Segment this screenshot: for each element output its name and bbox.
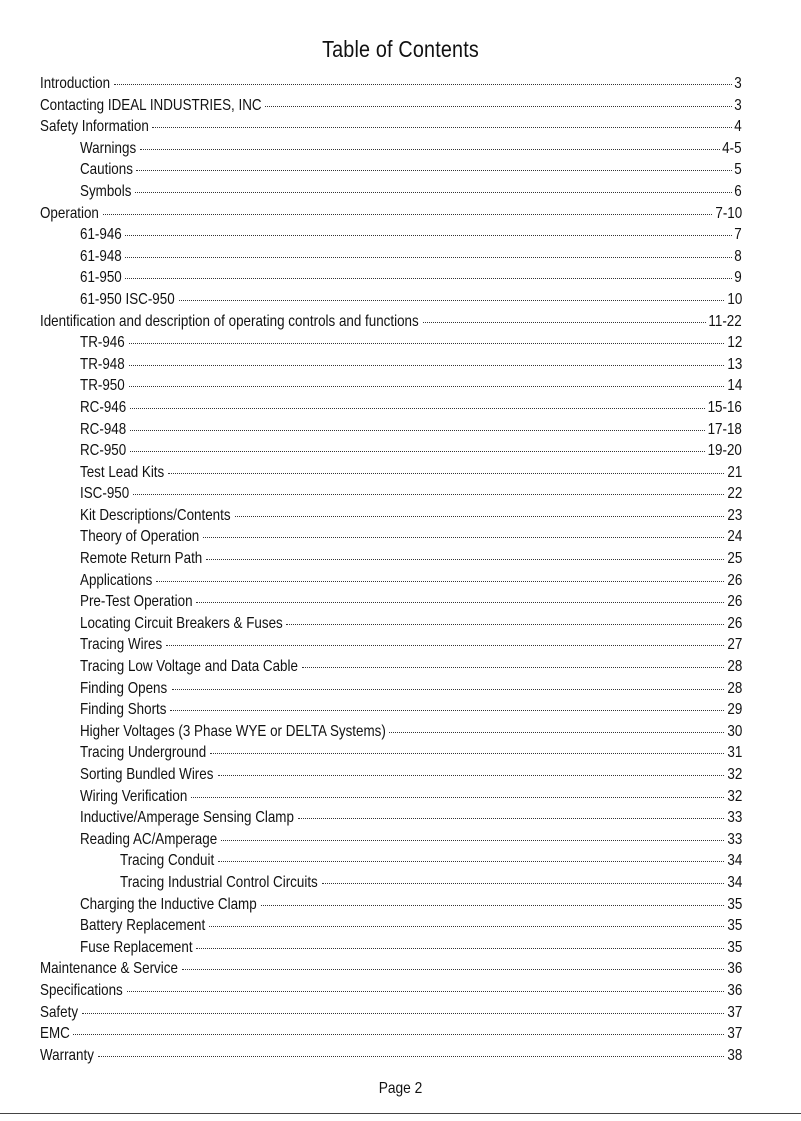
dot-leader (103, 214, 712, 215)
dot-leader (114, 84, 732, 85)
toc-entry-label: 61-948 (80, 247, 122, 265)
toc-entry (40, 680, 742, 702)
toc-entry-label: Warranty (40, 1046, 94, 1064)
toc-entry-page: 3 (734, 96, 742, 114)
toc-entry (40, 291, 742, 313)
toc-entry (40, 248, 742, 270)
dot-leader (221, 840, 724, 841)
dot-leader (125, 235, 732, 236)
toc-entry-page: 17-18 (707, 420, 742, 438)
toc-entry-label: Locating Circuit Breakers & Fuses (80, 614, 283, 632)
toc-entry-page: 21 (727, 463, 742, 481)
toc-entry (40, 1004, 742, 1026)
dot-leader (265, 106, 732, 107)
toc-entry-label: Tracing Low Voltage and Data Cable (80, 658, 298, 676)
dot-leader (179, 300, 724, 301)
toc-entry-page: 10 (727, 290, 742, 308)
toc-entry (40, 658, 742, 680)
toc-entry (40, 852, 742, 874)
toc-entry (40, 809, 742, 831)
toc-entry (40, 636, 742, 658)
toc-entry-label: Cautions (80, 161, 133, 179)
toc-entry-page: 24 (727, 528, 742, 546)
toc-entry-page: 11-22 (708, 312, 742, 330)
dot-leader (170, 710, 724, 711)
toc-entry (40, 313, 742, 335)
toc-entry-label: Tracing Wires (80, 636, 163, 654)
toc-entry-label: Fuse Replacement (80, 938, 193, 956)
toc-entry-label: TR-946 (80, 334, 125, 352)
dot-leader (298, 818, 724, 819)
toc-entry-label: 61-950 (80, 269, 122, 287)
toc-entry-page: 37 (727, 1025, 742, 1043)
toc-entry (40, 334, 742, 356)
toc-entry (40, 75, 742, 97)
toc-entry-page: 26 (727, 614, 742, 632)
toc-entry-label: RC-948 (80, 420, 127, 438)
dot-leader (168, 473, 724, 474)
dot-leader (136, 170, 731, 171)
toc-entry (40, 939, 742, 961)
dot-leader (196, 948, 723, 949)
toc-entry-label: Finding Opens (80, 679, 168, 697)
toc-entry (40, 464, 742, 486)
dot-leader (129, 365, 724, 366)
toc-entry-label: Remote Return Path (80, 550, 203, 568)
toc-entry (40, 161, 742, 183)
dot-leader (286, 624, 723, 625)
dot-leader (172, 689, 724, 690)
dot-leader (206, 559, 723, 560)
dot-leader (73, 1034, 723, 1035)
toc-entry-page: 15-16 (707, 398, 742, 416)
toc-entry-page: 34 (727, 852, 742, 870)
dot-leader (210, 753, 724, 754)
toc-entry-label: Finding Shorts (80, 701, 167, 719)
toc-entry (40, 97, 742, 119)
toc-entry-label: Tracing Industrial Control Circuits (120, 873, 318, 891)
dot-leader (125, 278, 732, 279)
toc-entry-page: 13 (727, 355, 742, 373)
dot-leader (196, 602, 723, 603)
toc-entry-page: 14 (727, 377, 742, 395)
toc-entry-label: Reading AC/Amperage (80, 830, 218, 848)
toc-entry-label: Tracing Underground (80, 744, 207, 762)
dot-leader (127, 991, 724, 992)
toc-entry-label: RC-950 (80, 442, 127, 460)
dot-leader (156, 581, 723, 582)
toc-entry (40, 118, 742, 140)
toc-entry-label: 61-946 (80, 226, 122, 244)
dot-leader (389, 732, 723, 733)
toc-entry-page: 34 (727, 873, 742, 891)
toc-entry (40, 399, 742, 421)
dot-leader (140, 149, 720, 150)
toc-entry-page: 35 (727, 917, 742, 935)
dot-leader (182, 969, 723, 970)
toc-entry-label: Symbols (80, 182, 132, 200)
toc-entry (40, 377, 742, 399)
toc-entry-page: 32 (727, 766, 742, 783)
toc-entry-label: Pre-Test Operation (80, 593, 193, 611)
toc-entry-label: Theory of Operation (80, 528, 200, 546)
dot-leader (218, 861, 724, 862)
toc-entry-label: Kit Descriptions/Contents (80, 506, 231, 524)
toc-entry (40, 593, 742, 615)
toc-entry-label: TR-948 (80, 355, 125, 373)
dot-leader (166, 645, 724, 646)
toc-entry (40, 528, 742, 550)
toc-entry-label: RC-946 (80, 398, 127, 416)
toc-entry-page: 26 (727, 593, 742, 611)
toc-entry-label: Specifications (40, 981, 123, 999)
toc-entry-label: Introduction (40, 75, 111, 92)
dot-leader (203, 537, 724, 538)
toc-entry-page: 26 (727, 571, 742, 589)
toc-entry-page: 4-5 (722, 139, 742, 157)
toc-entry (40, 744, 742, 766)
toc-entry (40, 917, 742, 939)
toc-entry (40, 572, 742, 594)
toc-entry-label: EMC (40, 1025, 70, 1043)
toc-entry-page: 33 (727, 809, 742, 827)
dot-leader (302, 667, 723, 668)
toc-entry-label: 61-950 ISC-950 (80, 290, 175, 308)
toc-entry-label: Operation (40, 204, 99, 222)
toc-entry (40, 982, 742, 1004)
toc-entry-page: 35 (727, 938, 742, 956)
dot-leader (218, 775, 724, 776)
toc-entry-label: Tracing Conduit (120, 852, 215, 870)
dot-leader (129, 386, 724, 387)
toc-entry-label: Identification and description of operating controls and functions (40, 312, 419, 330)
toc-entry-page: 32 (727, 787, 742, 805)
dot-leader (191, 797, 724, 798)
toc-entry-page: 27 (727, 636, 742, 654)
toc-entry-page: 25 (727, 550, 742, 568)
toc-entry (40, 269, 742, 291)
toc-entry (40, 788, 742, 810)
toc-entry-page: 5 (734, 161, 742, 179)
toc-entry (40, 874, 742, 896)
dot-leader (423, 322, 706, 323)
toc-entry-page: 19-20 (707, 442, 742, 460)
toc-entry (40, 507, 742, 529)
toc-entry-label: Wiring Verification (80, 787, 188, 805)
toc-entry-label: Safety Information (40, 118, 149, 136)
toc-entry-page: 3 (734, 75, 742, 92)
toc-entry-label: Charging the Inductive Clamp (80, 895, 257, 913)
toc-entry-page: 22 (727, 485, 742, 503)
toc-entry (40, 723, 742, 745)
toc-entry (40, 1025, 742, 1047)
toc-entry-label: Safety (40, 1003, 79, 1021)
dot-leader (135, 192, 732, 193)
dot-leader (133, 494, 723, 495)
toc-entry (40, 701, 742, 723)
toc-entry-label: Battery Replacement (80, 917, 206, 935)
toc-entry-page: 36 (727, 960, 742, 978)
dot-leader (130, 451, 705, 452)
toc-entry (40, 485, 742, 507)
toc-entry-label: TR-950 (80, 377, 125, 395)
toc-entry-page: 28 (727, 679, 742, 697)
toc-entry-page: 33 (727, 830, 742, 848)
toc-entry (40, 140, 742, 162)
toc-entry (40, 550, 742, 572)
toc-entry-page: 37 (727, 1003, 742, 1021)
dot-leader (130, 408, 705, 409)
toc-entry-label: Higher Voltages (3 Phase WYE or DELTA Systems) (80, 722, 386, 740)
toc-entry-label: Contacting IDEAL INDUSTRIES, INC (40, 96, 262, 114)
toc-entry-page: 4 (734, 118, 742, 136)
toc-entry (40, 421, 742, 443)
page-title: Table of Contents (322, 36, 479, 62)
dot-leader (322, 883, 724, 884)
dot-leader (129, 343, 724, 344)
toc-entry-page: 7-10 (715, 204, 742, 222)
toc-entry-label: Warnings (80, 139, 137, 157)
dot-leader (130, 430, 705, 431)
toc-entry (40, 960, 742, 982)
dot-leader (125, 257, 732, 258)
toc-entry-label: Maintenance & Service (40, 960, 178, 978)
dot-leader (261, 905, 724, 906)
toc-entry-page: 31 (727, 744, 742, 762)
toc-entry-label: Test Lead Kits (80, 463, 165, 481)
toc-entry-page: 28 (727, 658, 742, 676)
toc-entry (40, 356, 742, 378)
dot-leader (152, 127, 731, 128)
toc-entry-page: 29 (727, 701, 742, 719)
dot-leader (235, 516, 724, 517)
toc-entry-page: 7 (734, 226, 742, 244)
toc-entry-page: 38 (727, 1046, 742, 1064)
toc-entry-page: 30 (727, 722, 742, 740)
toc-entry (40, 226, 742, 248)
toc-entry (40, 183, 742, 205)
toc-entry-page: 9 (734, 269, 742, 287)
toc-entry-page: 6 (734, 182, 742, 200)
toc-entry-label: ISC-950 (80, 485, 130, 503)
toc-entry-label: Inductive/Amperage Sensing Clamp (80, 809, 294, 827)
bottom-rule (0, 1113, 801, 1114)
toc-entry (40, 615, 742, 637)
table-of-contents (40, 75, 742, 1068)
dot-leader (209, 926, 724, 927)
toc-entry (40, 442, 742, 464)
toc-entry (40, 205, 742, 227)
dot-leader (98, 1056, 724, 1057)
toc-entry (40, 831, 742, 853)
toc-entry-label: Applications (80, 571, 153, 589)
toc-entry-page: 36 (727, 981, 742, 999)
toc-entry-page: 8 (734, 247, 742, 265)
toc-entry (40, 1047, 742, 1069)
page-number: Page 2 (378, 1080, 423, 1097)
toc-entry (40, 896, 742, 918)
toc-entry-page: 23 (727, 506, 742, 524)
toc-entry-label: Sorting Bundled Wires (80, 766, 214, 783)
toc-entry-page: 12 (727, 334, 742, 352)
toc-entry-page: 35 (727, 895, 742, 913)
dot-leader (82, 1013, 723, 1014)
toc-entry (40, 766, 742, 788)
